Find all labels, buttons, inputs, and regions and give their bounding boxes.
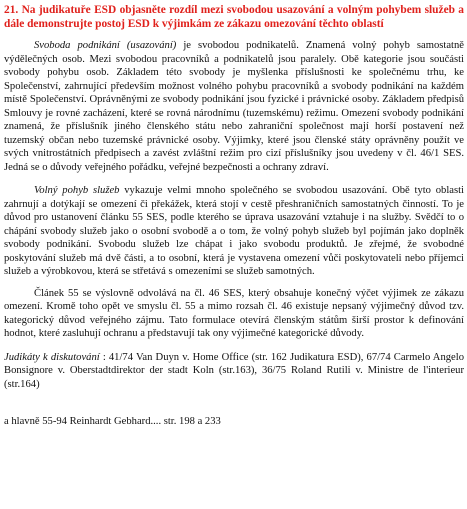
paragraph-text: Článek 55 se výslovně odvolává na čl. 46 SES, který obsahuje konečný výčet výjimek ze zákazu omezení. Kromě toho opět ve smyslu čl. 55 a mimo rozsah čl. 46 existuje nepsaný výjimečný důvod tzv. kategorický důvod veřejného zájmu. Tato formulace otevírá členským státům širší prostor k definování hodnot, které zasluhují ochranu a představují tak ony výjimečné kategorické důvody. [4, 287, 464, 339]
paragraph-text: vykazuje velmi mnoho společného se svobodou usazování. Obě tyto oblasti zahrnují a dotýkají se omezení či překážek, která stojí v cestě přeshraničních samostatných činností. To je důvod pro ustanovení článku 55 SES, podle kterého se úprava usazování vztahuje i na služby. Svědčí to o chápání svobody služeb jako o osobní svobodě a o tom, že volný pohyb služeb byl pojímán jako doplněk svobody podnikání. Svobodu služeb lze chápat i jako svobodu produktů. Je zřejmé, že svobodné poskytování služeb má dvě části, a to osobní, která je vystavena omezení vůči poskytovateli nebo příjemci služeb a výrobkovou, která se střetává s omezeními se služeb samotných. [4, 185, 464, 277]
term-freedom-of-establishment: Svoboda podnikání (usazování) [34, 40, 177, 51]
cases-text: : 41/74 Van Duyn v. Home Office (str. 162 Judikatura ESD), 67/74 Carmelo Angelo Bonsignore v. Oberstadtdirektor der stadt Koln (str.163), 36/75 Roland Rutili v. Ministre de l'interieur (str.164) [4, 351, 464, 390]
footer-line: a hlavně 55-94 Reinhardt Gebhard.... str. 198 a 233 [4, 416, 221, 427]
cases-paragraph [4, 351, 464, 392]
paragraph-free-movement-of-services [4, 184, 464, 279]
term-free-movement-of-services: Volný pohyb služeb [34, 185, 120, 196]
paragraph-article-55 [4, 287, 464, 341]
cases-label: Judikáty k diskutování [4, 351, 100, 363]
paragraph-freedom-of-establishment [4, 39, 464, 174]
paragraph-text: je svobodou podnikatelů. Znamená volný pohyb samostatně výdělečných osob. Mezi svobodou pracovníků a podnikatelů jsou paralely. Obě kategorie jsou součásti svobody pohybu osob. Základem této svobody je myšlenka příslušnosti ke společnému trhu, ke Společenství, zahrnující především možnost volného pohybu pracovníků a svobody podnikání na každém místě Společenství. Oprávněnými ze svobody podnikání jsou fyzické i právnické osoby. Základem předpisů Smlouvy je rovné zacházení, které se rovná národnímu (tuzemskému) režimu. Omezení svobody podnikání znamená, že příslušník jiného členského státu nebo zahraniční společnost mají horší postavení než tuzemský občan nebo tuzemské právnické osoby. Výjimky, které jsou členské státy oprávněny použít ve svých vnitrostátních předpisech a zavést zvláštní režim pro cizí příslušníky jsou uvedeny v čl. 46/1 SES. Jedná se o důvody veřejného pořádku, veřejné bezpečnosti a ochrany zdraví. [4, 40, 464, 173]
question-heading: 21. Na judikatuře ESD objasněte rozdíl mezi svobodou usazování a volným pohybem služeb a dále demonstrujte postoj ESD k výjimkám ze zákazu omezování těchto oblastí [4, 4, 464, 30]
spacer [4, 401, 464, 415]
